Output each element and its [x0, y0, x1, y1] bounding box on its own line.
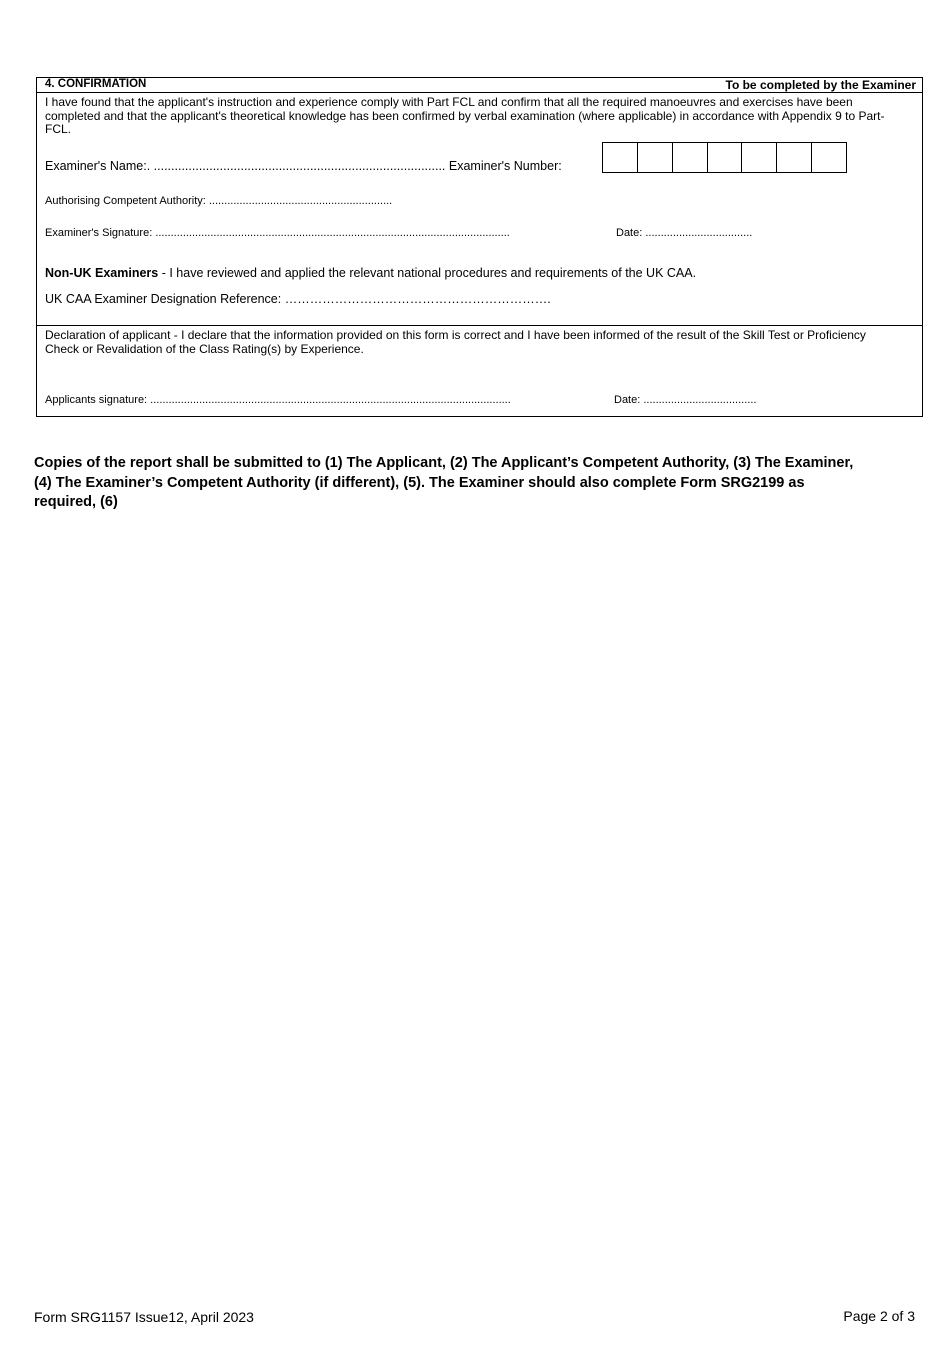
examiner-name-field[interactable]: Examiner's Name:. .................................................................................... Examiner's Number: — [45, 159, 562, 173]
non-uk-statement — [45, 266, 696, 280]
applicant-date-field[interactable]: Date: ..................................... — [614, 394, 757, 406]
examiner-date-field[interactable]: Date: ................................... — [616, 227, 753, 239]
applicant-declaration: Declaration of applicant - I declare that the information provided on this form is correct and I have been informed of the result of the Skill Test or Proficiency Check or Revalidation of the Class Rating(s) by Experience. — [45, 328, 866, 356]
examiner-number-boxes[interactable] — [602, 142, 847, 173]
confirmation-statement: I have found that the applicant's instruction and experience comply with Part FCL and confirm that all the required manoeuvres and exercises have been completed and that the applicant's theoretical knowledge has been confirmed by verbal examination (where applicable) in accordance with Appendix 9 to Part-FCL. — [45, 95, 885, 136]
copies-distribution-note: Copies of the report shall be submitted to (1) The Applicant, (2) The Applicant’s Competent Authority, (3) The Examiner, (4) The Examiner’s Competent Authority (if different), (5). The Examiner should also complete Form SRG2199 as required, (6) — [34, 455, 854, 510]
applicant-signature-field[interactable]: Applicants signature: ...................................................................................................................... — [45, 394, 511, 406]
designation-reference-field[interactable]: UK CAA Examiner Designation Reference: ………………………………………………………. — [45, 292, 551, 306]
section-divider — [37, 325, 922, 326]
form-identifier: Form SRG1157 Issue12, April 2023 — [34, 1309, 254, 1325]
examiner-number-cell[interactable] — [742, 143, 777, 172]
examiner-number-cell[interactable] — [673, 143, 708, 172]
examiner-signature-field[interactable]: Examiner's Signature: .................................................................................................................... — [45, 227, 510, 239]
non-uk-text: - I have reviewed and applied the relevant national procedures and requirements of the UK CAA. — [158, 266, 697, 280]
examiner-number-cell[interactable] — [603, 143, 638, 172]
section-title: 4. CONFIRMATION — [45, 78, 147, 90]
authority-field[interactable]: Authorising Competent Authority: ............................................................ — [45, 195, 393, 207]
confirmation-section — [36, 77, 923, 417]
section-header — [37, 78, 922, 93]
examiner-number-cell[interactable] — [812, 143, 846, 172]
non-uk-heading: Non-UK Examiners — [45, 266, 159, 280]
examiner-number-cell[interactable] — [638, 143, 673, 172]
examiner-number-cell[interactable] — [777, 143, 812, 172]
examiner-number-cell[interactable] — [708, 143, 743, 172]
page-number: Page 2 of 3 — [843, 1308, 915, 1324]
completed-by-note: To be completed by the Examiner — [725, 78, 916, 92]
